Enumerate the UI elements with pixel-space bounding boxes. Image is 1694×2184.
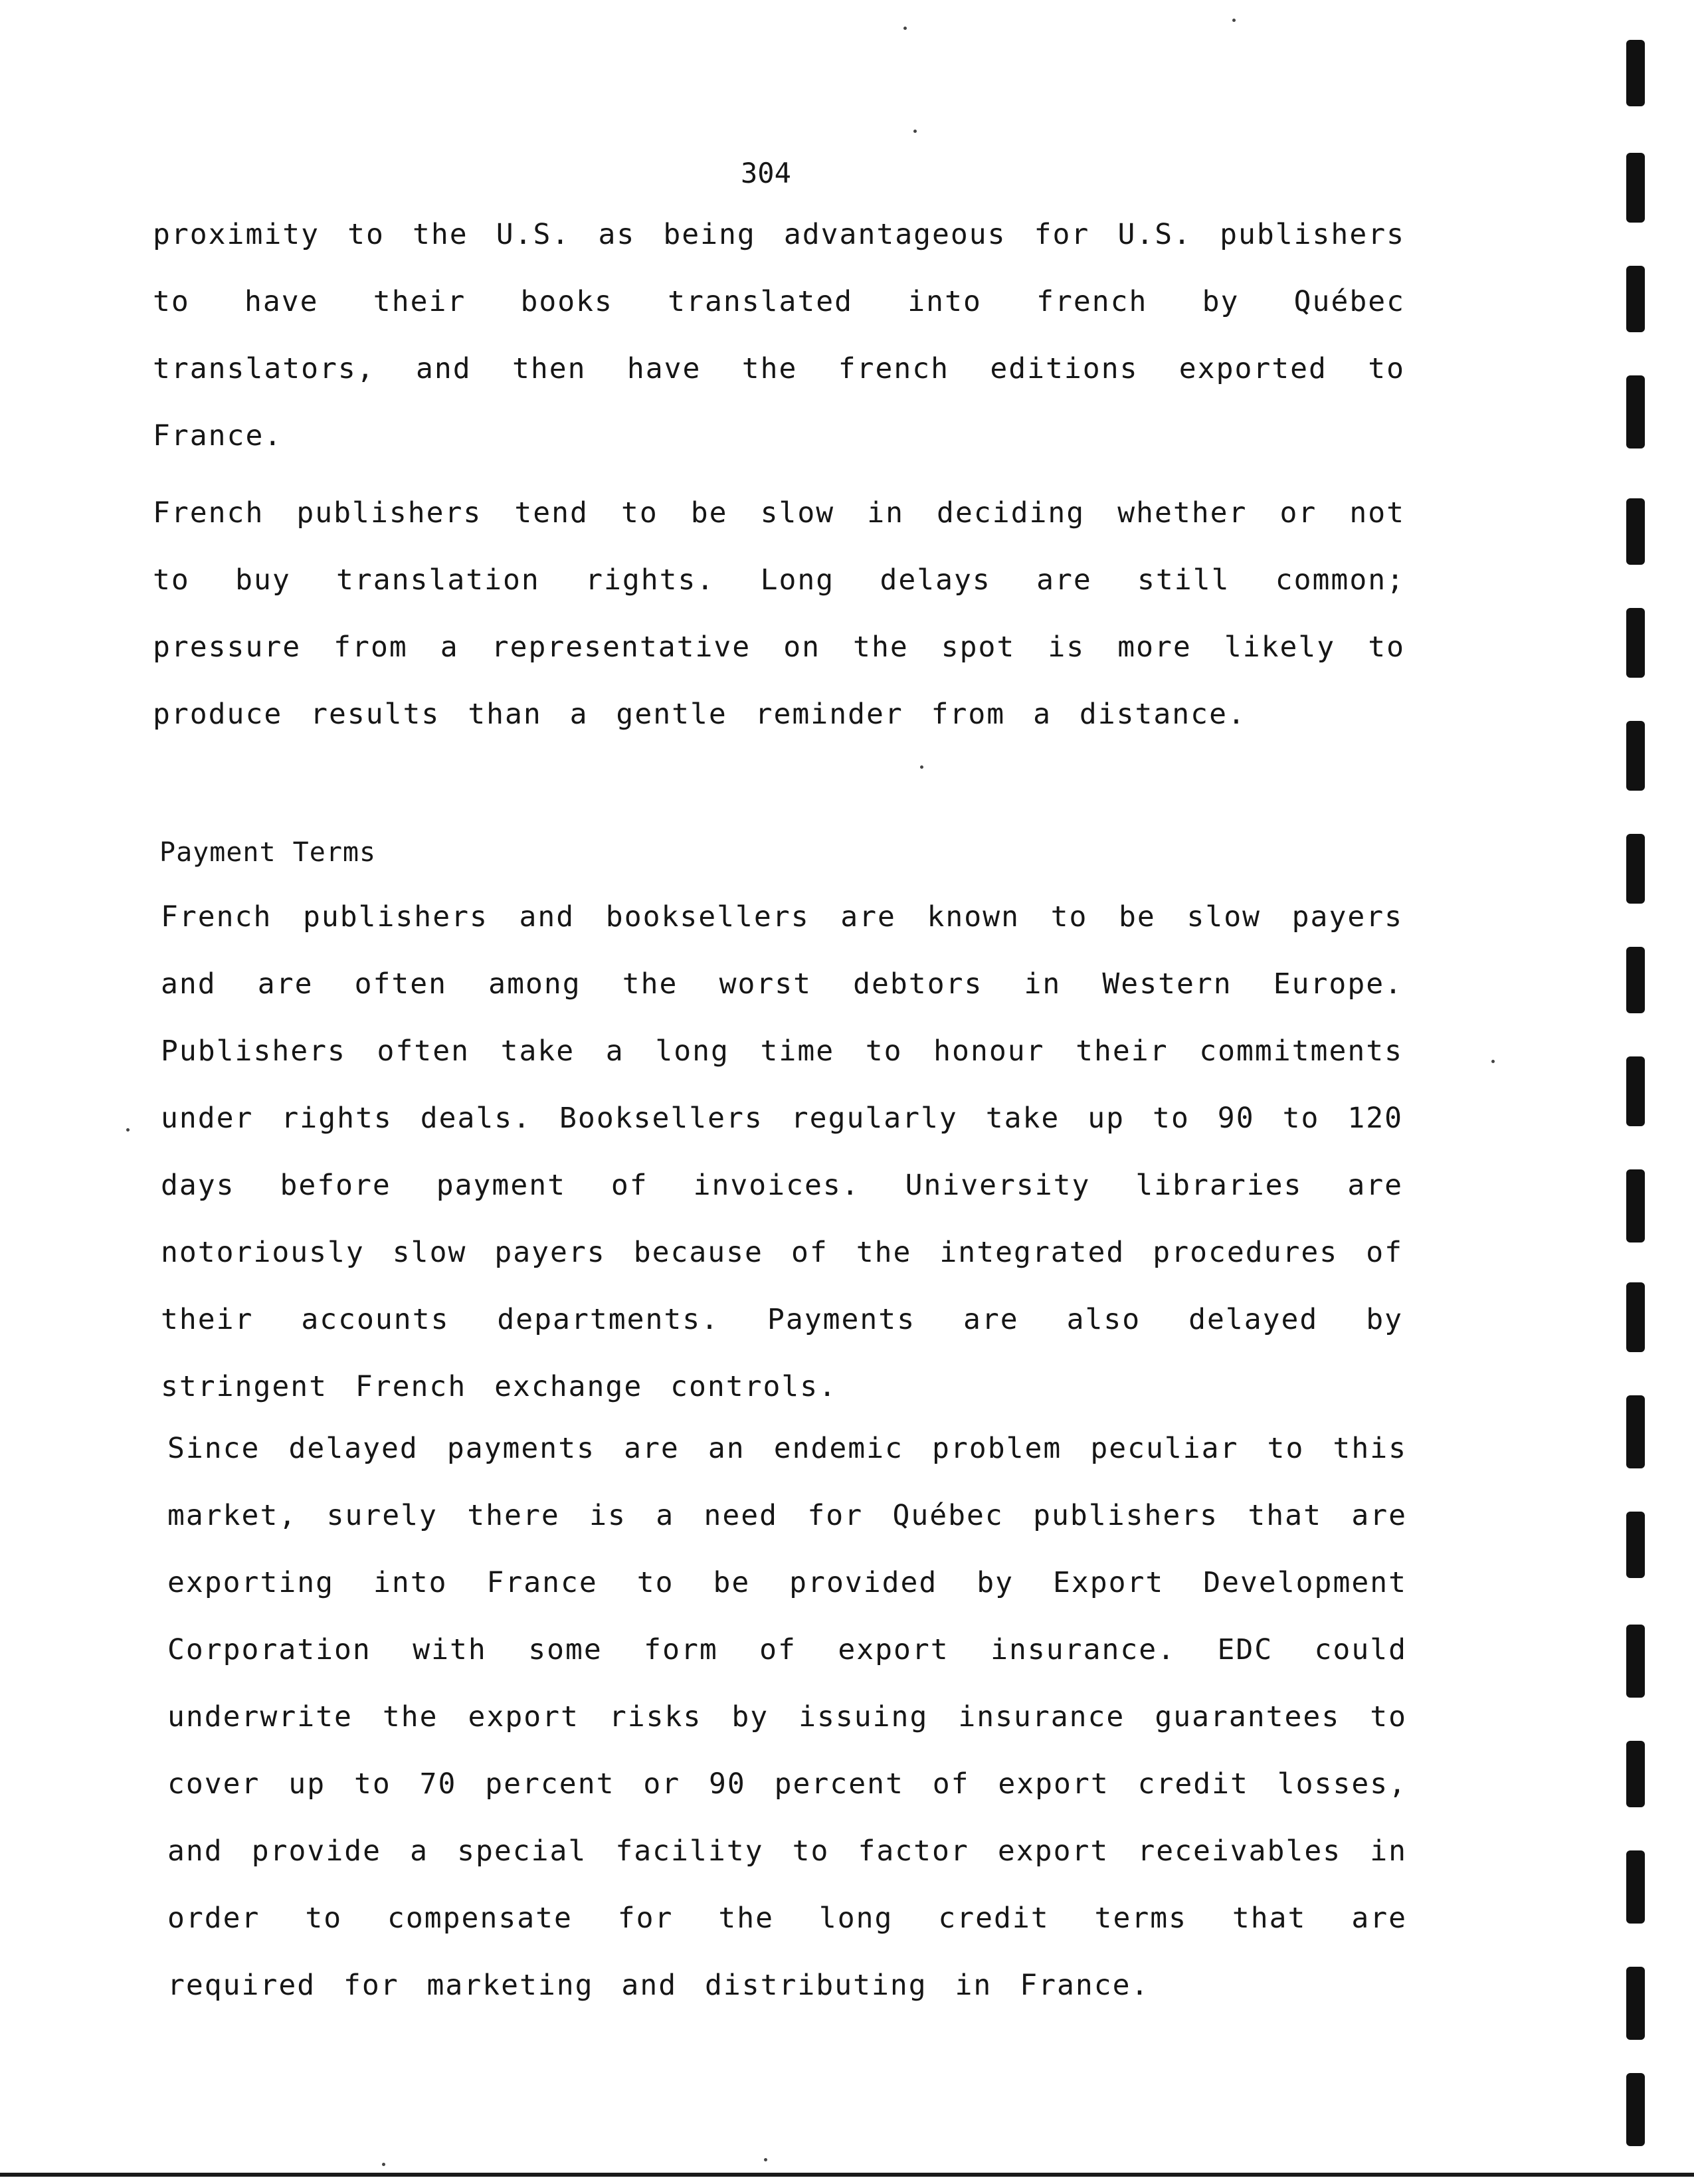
binding-mark: [1626, 153, 1645, 223]
scan-speck: [1491, 1060, 1495, 1063]
scan-speck: [913, 130, 917, 133]
binding-mark: [1626, 1741, 1645, 1807]
binding-mark: [1626, 834, 1645, 904]
scan-speck: [764, 2158, 767, 2161]
scan-speck: [126, 1128, 130, 1132]
binding-mark: [1626, 1282, 1645, 1352]
binding-mark: [1626, 721, 1645, 791]
page-number: 304: [741, 157, 791, 189]
scan-speck: [903, 27, 907, 30]
paragraph-translation-rights: French publishers tend to be slow in deciding whether or not to buy translation rights. Long delays are still common; pressure from a representative on the spot is more likely to produce results than a gentle reminder from a distance.: [153, 496, 1405, 731]
binding-marks: [1621, 40, 1654, 2166]
binding-mark: [1626, 1169, 1645, 1242]
section-heading-payment-terms: Payment Terms: [159, 837, 377, 868]
paragraph-export-insurance: Since delayed payments are an endemic problem peculiar to this market, surely there is a need for Québec publishers that are exporting into France to be provided by Export Development Corporation with some form of export insurance. EDC could underwrite the export risks by issuing insurance guarantees to cover up to 70 percent or 90 percent of export credit losses, and provide a special facility to factor export receivables in order to compensate for the long credit terms that are required for marketing and distributing in France.: [167, 1432, 1407, 2002]
binding-mark: [1626, 40, 1645, 106]
binding-mark: [1626, 266, 1645, 332]
binding-mark: [1626, 1512, 1645, 1578]
scan-speck: [920, 765, 923, 769]
binding-mark: [1626, 375, 1645, 448]
page-bottom-edge: [0, 2173, 1694, 2177]
binding-mark: [1626, 1625, 1645, 1698]
scan-speck: [382, 2163, 385, 2166]
scan-speck: [1232, 19, 1236, 22]
binding-mark: [1626, 1395, 1645, 1468]
binding-mark: [1626, 608, 1645, 678]
binding-mark: [1626, 1967, 1645, 2040]
binding-mark: [1626, 498, 1645, 565]
binding-mark: [1626, 1850, 1645, 1924]
paragraph-slow-payers: French publishers and booksellers are known to be slow payers and are often among the worst debtors in Western Europe. Publishers often take a long time to honour their commitments under rights deals. Booksellers regularly take up to 90 to 120 days before payment of invoices. University libraries are notoriously slow payers because of the integrated procedures of their accounts departments. Payments are also delayed by stringent French exchange controls.: [161, 900, 1403, 1403]
binding-mark: [1626, 1056, 1645, 1126]
binding-mark: [1626, 947, 1645, 1013]
paragraph-translation-proximity: proximity to the U.S. as being advantageous for U.S. publishers to have their books translated into french by Québec translators, and then have the french editions exported to France.: [153, 218, 1405, 452]
binding-mark: [1626, 2073, 1645, 2146]
